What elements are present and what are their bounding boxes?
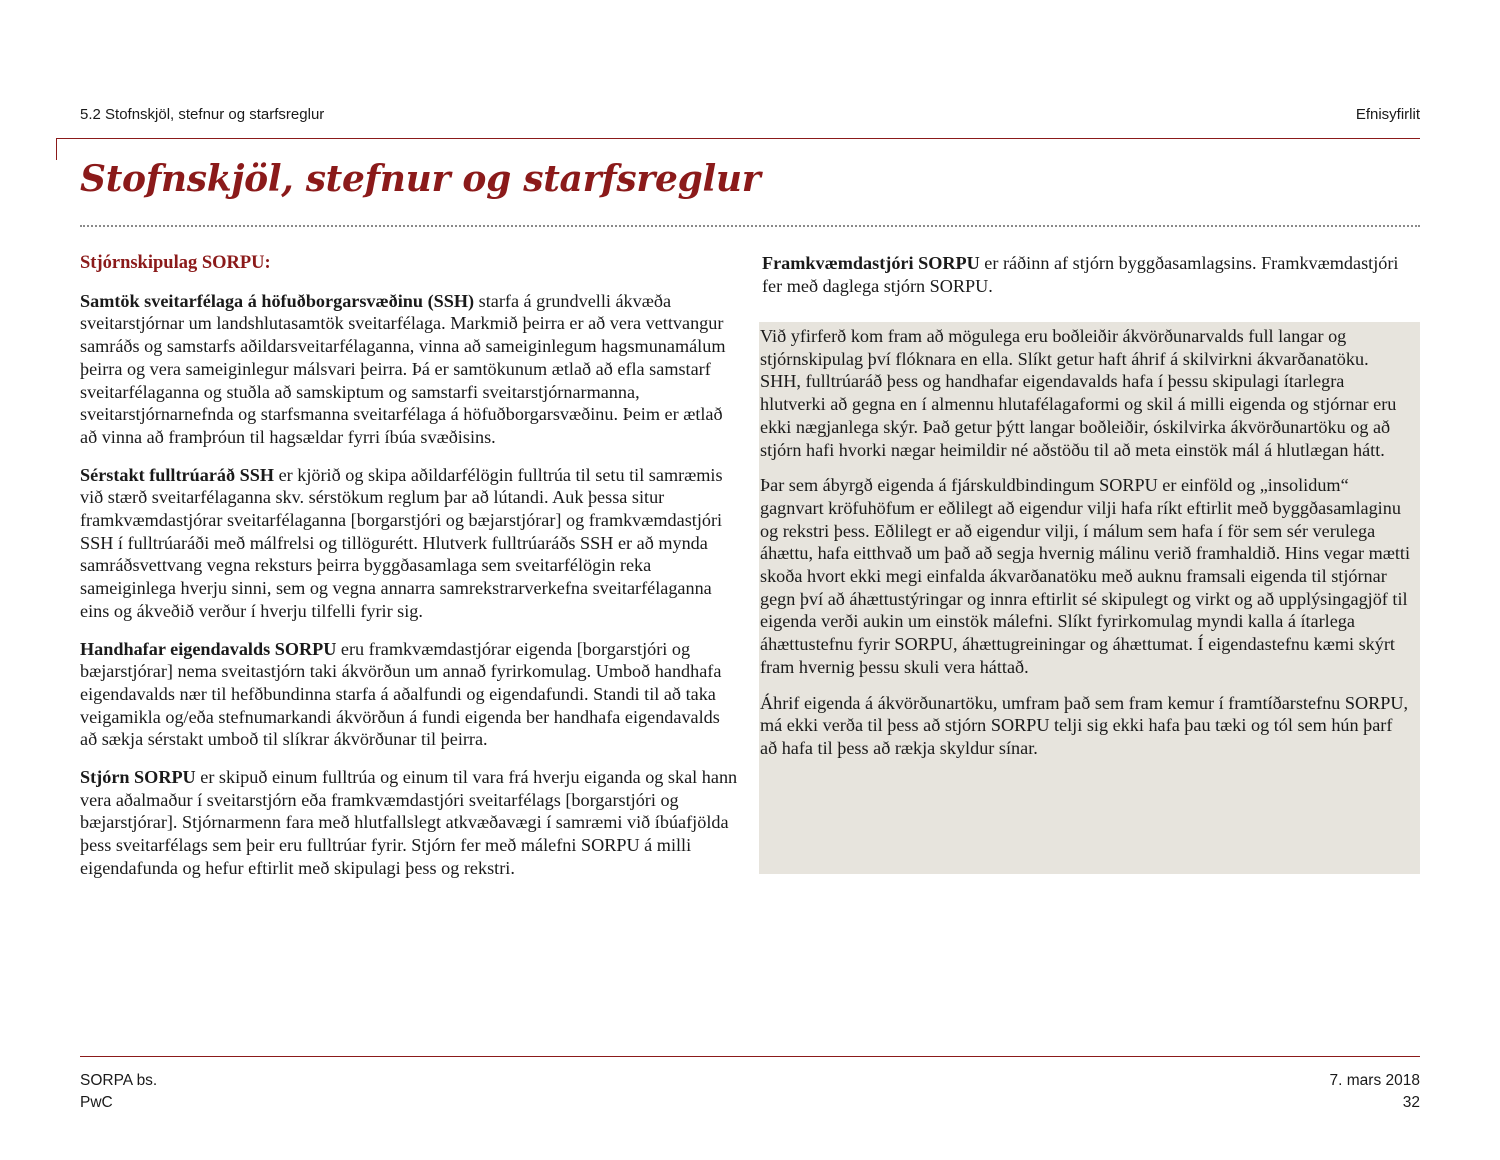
section-heading: Stjórnskipulag SORPU: bbox=[80, 253, 271, 273]
paragraph-stjorn bbox=[80, 766, 740, 880]
header-divider-tick bbox=[56, 138, 57, 160]
left-column bbox=[80, 252, 740, 895]
paragraph-lead: Stjórn SORPU bbox=[80, 767, 196, 788]
footer-right bbox=[1330, 1070, 1420, 1114]
paragraph-framkvaemdastjori bbox=[762, 252, 1420, 297]
breadcrumb: 5.2 Stofnskjöl, stefnur og starfsreglur bbox=[80, 106, 325, 123]
paragraph-lead: Sérstakt fulltrúaráð SSH bbox=[80, 464, 275, 485]
toc-link[interactable]: Efnisyfirlit bbox=[1355, 106, 1420, 123]
footer-firm: PwC bbox=[80, 1094, 113, 1111]
title-divider bbox=[80, 225, 1420, 227]
paragraph-handhafar bbox=[80, 638, 740, 752]
paragraph-ssh bbox=[80, 290, 740, 449]
footer-org: SORPA bs. bbox=[80, 1072, 158, 1089]
paragraph-lead: Framkvæmdastjóri SORPU bbox=[762, 253, 980, 273]
page-title: Stofnskjöl, stefnur og starfsreglur bbox=[80, 158, 761, 200]
footer-date: 7. mars 2018 bbox=[1329, 1072, 1420, 1089]
callout-paragraph: Áhrif eigenda á ákvörðunartöku, umfram það sem fram kemur í framtíðarstefnu SORPU, má ekki verða til þess að stjórn SORPU telji sig ekki hafa þau tæki og tól sem hún þarf að hafa til þess að rækja skyldur sínar. bbox=[760, 692, 1409, 758]
paragraph-body: eru framkvæmdastjórar eigenda [borgarstjóri og bæjarstjórar] nema sveitastjórn taki ákvörðun um annað fyrirkomulag. Umboð handhafa eigendavalds nær til hefðbundinna starfa á aðalfundi og eigendafundi. Standi til að taka veigamikla og/eða stefnumarkandi ákvörðun á fundi eigenda ber handhafa eigendavalds að sækja sérstakt umboð til slíkrar ákvörðunar til þeirra. bbox=[80, 638, 722, 750]
page-number: 32 bbox=[1402, 1094, 1420, 1111]
right-column bbox=[762, 252, 1420, 312]
paragraph-lead: Handhafar eigendavalds SORPU bbox=[80, 638, 337, 659]
footer-left bbox=[80, 1070, 157, 1114]
paragraph-body: er ráðinn af stjórn byggðasamlagsins. Framkvæmdastjóri fer með daglega stjórn SORPU. bbox=[762, 253, 1399, 296]
header-divider bbox=[56, 138, 1420, 139]
paragraph-fulltruarad bbox=[80, 464, 740, 623]
paragraph-body: er skipuð einum fulltrúa og einum til vara frá hverju eiganda og skal hann vera aðalmaður í sveitarstjórn eða framkvæmdastjóri sveitarfélags [borgarstjóri og bæjarstjórar]. Stjórnarmenn fara með hlutfallslegt atkvæðavægi í samræmi við íbúafjölda þess sveitarfélags sem þeir eru fulltrúar fyrir. Stjórn fer með málefni SORPU á milli eigendafunda og hefur eftirlit með skipulagi þess og rekstri. bbox=[80, 767, 738, 878]
paragraph-body: er kjörið og skipa aðildarfélögin fulltrúa til setu til samræmis við stærð sveitarfélaganna skv. sérstökum reglum þar að lútandi. Auk þessa situr framkvæmdastjórar sveitarfélaganna [borgarstjóri og bæjarstjórar] og framkvæmdastjóri SSH í fulltrúaráði með málfrelsi og tillögurétt. Hlutverk fulltrúaráðs SSH er að mynda samráðsvettvang vegna reksturs þeirra byggðasamlaga sem sveitarfélögin reka sameiginlega hverju sinni, sem og vegna annarra samrekstrarverkefna sveitarfélaganna eins og ákveðið verður í hverju tilfelli fyrir sig. bbox=[80, 464, 723, 621]
paragraph-body: starfa á grundvelli ákvæða sveitarstjórnar um landshlutasamtök sveitarfélaga. Markmið þeirra er að vera vettvangur samráðs og samstarfs aðildarsveitarfélaganna, vinna að sameiginlegum hagsmunamálum þeirra og vera sameiginlegur málsvari þeirra. Þá er samtökunum ætlað að efla samstarf sveitarfélaganna og stuðla að samskiptum og samstarfi sveitarstjórnarmanna, sveitarstjórnarnefnda og starfsmanna sveitarfélaga á höfuðborgarsvæðinu. Þeim er ætlað að vinna að framþróun til hagsældar fyrri íbúa svæðisins. bbox=[80, 290, 726, 447]
callout-paragraph: Þar sem ábyrgð eigenda á fjárskuldbindingum SORPU er einföld og „insolidum“ gagnvart kröfuhöfum er eðlilegt að eigendur vilji hafa ríkt eftirlit með byggðasamlaginu og rekstri þess. Eðlilegt er að eigendur vilji, í málum sem hafa í för sem sér verulega áhættu, hafa eitthvað um það að segja hvernig málinu verið framhaldið. Hins vegar mætti skoða hvort ekki megi einfalda ákvarðanatöku með auknu framsali eigenda til stjórnar gegn því að áhættustýringar og innra eftirlit sé skipulegt og virkt og að upplýsingagjöf til eigenda verði aukin um einstök málefni. Slíkt fyrirkomulag myndi kalla á ítarlega áhættustefnu fyrir SORPU, áhættugreiningar og áhættumat. Í eigendastefnu kæmi skýrt fram hvernig þessu skuli vera háttað. bbox=[760, 475, 1411, 677]
paragraph-lead: Samtök sveitarfélaga á höfuðborgarsvæðinu (SSH) bbox=[80, 290, 475, 311]
footer-divider bbox=[80, 1056, 1420, 1057]
findings-callout bbox=[759, 322, 1420, 874]
callout-paragraph: Við yfirferð kom fram að mögulega eru boðleiðir ákvörðunarvalds full langar og stjórnskipulag því flóknara en ella. Slíkt getur haft áhrif á skilvirkni ákvarðanatöku. SHH, fulltrúaráð þess og handhafar eigendavalds hafa í þessu skipulagi ítarlegra hlutverki að gegna en í almennu hlutafélagaformi og skil á milli eigenda og stjórnar eru ekki nægjanlega skýr. Það getur þýtt langar boðleiðir, óskilvirka ákvörðunartöku og að stjórn hafi hvorki nægar heimildir né aðstöðu til að meta einstök mál á hlutlægan hátt. bbox=[760, 326, 1397, 460]
